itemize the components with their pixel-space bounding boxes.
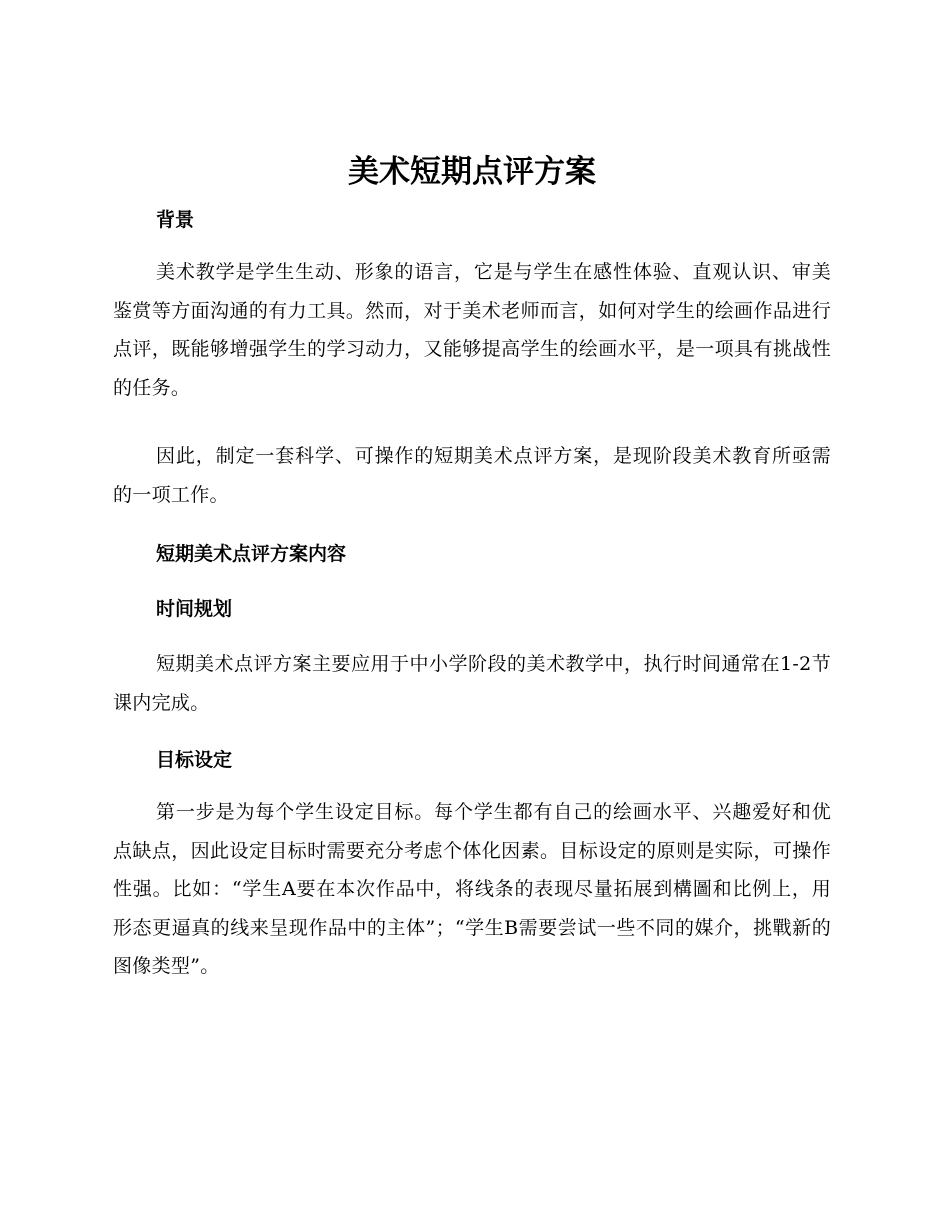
paragraph-background-1: 美术教学是学生生动、形象的语言，它是与学生在感性体验、直观认识、审美鉴赏等方面沟通的有力工具。然而，对于美术老师而言，如何对学生的绘画作品进行点评，既能够增强学生的学习动力，又能够提高学生的绘画水平，是一项具有挑战性的任务。 bbox=[113, 261, 831, 399]
section-heading-plan-content: 短期美术点评方案内容 bbox=[156, 543, 347, 565]
paragraph-time-plan: 短期美术点评方案主要应用于中小学阶段的美术教学中，执行时间通常在1-2节课内完成。 bbox=[113, 653, 831, 714]
document-title: 美术短期点评方案 bbox=[348, 154, 596, 190]
section-heading-goal-setting: 目标设定 bbox=[156, 749, 233, 771]
paragraph-goal-setting: 第一步是为每个学生设定目标。每个学生都有自己的绘画水平、兴趣爱好和优点缺点，因此设定目标时需要充分考虑个体化因素。目标设定的原则是实际，可操作性强。比如：“学生A要在本次作品中，将线条的表现尽量拓展到構圖和比例上，用形态更逼真的线来呈现作品中的主体”；“学生B需要尝试一些不同的媒介，挑戰新的图像类型”。 bbox=[113, 801, 831, 977]
section-heading-background: 背景 bbox=[156, 209, 195, 231]
section-heading-time-plan: 时间规划 bbox=[156, 598, 233, 620]
paragraph-background-2: 因此，制定一套科学、可操作的短期美术点评方案，是现阶段美术教育所亟需的一项工作。 bbox=[113, 445, 831, 506]
